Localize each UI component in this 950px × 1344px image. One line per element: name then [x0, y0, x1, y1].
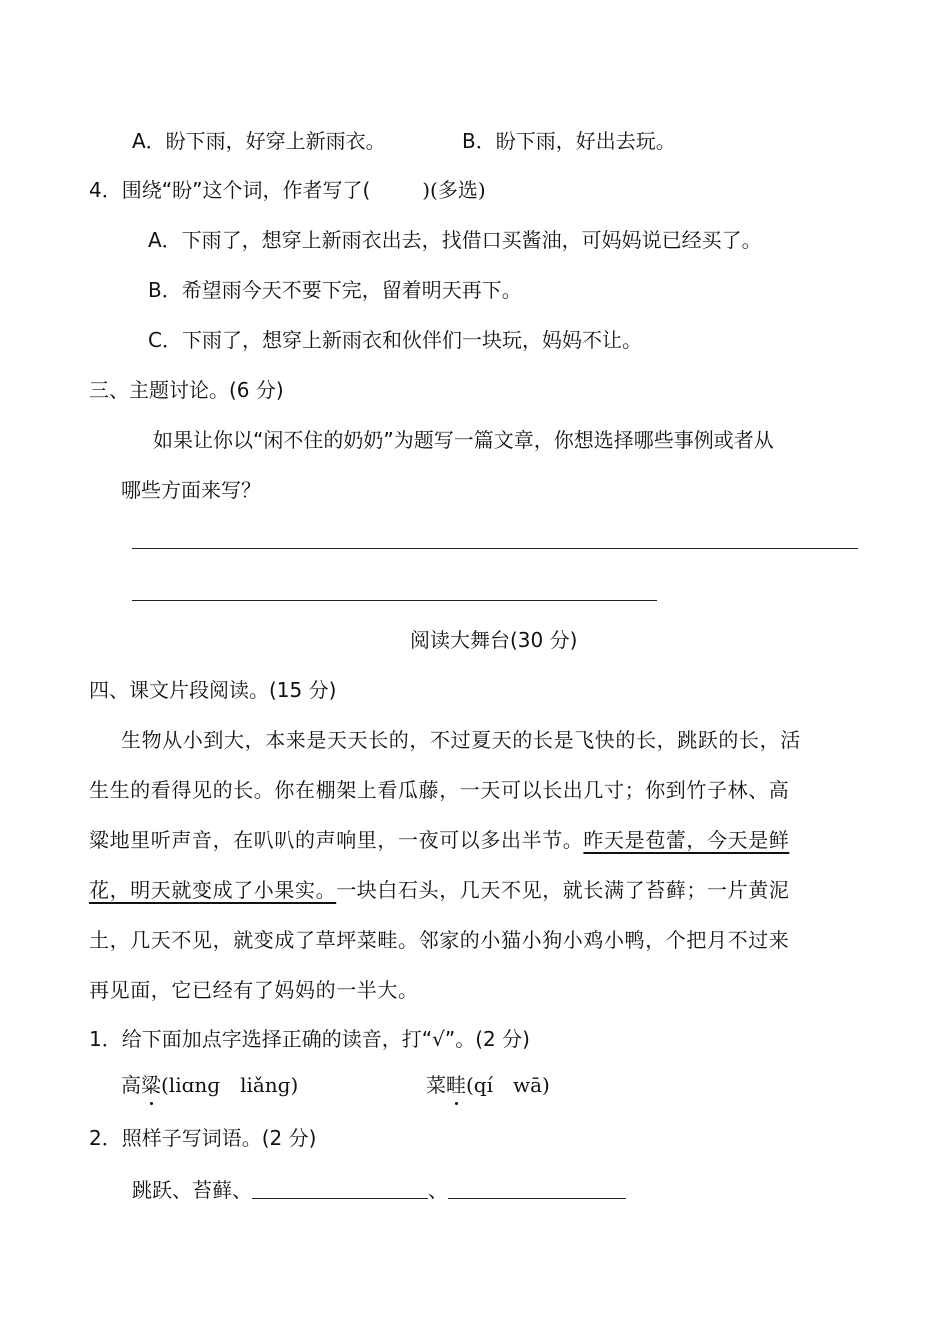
pinyin-options-1[interactable]: (liɑnɡ liǎnɡ) — [161, 1073, 299, 1097]
word-blank-1[interactable] — [252, 1176, 428, 1199]
underlined-sentence-part2: 花，明天就变成了小果实。 — [89, 878, 337, 902]
q4-option-a: A．下雨了，想穿上新雨衣出去，找借口买酱油，可妈妈说已经买了。 — [148, 228, 762, 252]
section3-heading: 三、主题讨论。(6 分) — [89, 378, 284, 402]
q1-item-gaoliang: 高粱(liɑnɡ liǎnɡ) — [121, 1073, 299, 1097]
q2-example-row: 跳跃、苔藓、 、 — [132, 1176, 626, 1204]
passage-line-5: 土，几天不见，就变成了草坪菜畦。邻家的小猫小狗小鸡小鸭，个把月不过来 — [89, 928, 790, 952]
passage-line-3: 粱地里听声音，在叭叭的声响里，一夜可以多出半节。昨天是苞蕾，今天是鲜 — [89, 828, 790, 852]
q3-option-b: B．盼下雨，好出去玩。 — [462, 129, 676, 153]
q3-option-a: A．盼下雨，好穿上新雨衣。 — [132, 129, 386, 153]
passage-line-1: 生物从小到大，本来是天天长的，不过夏天的长是飞快的长，跳跃的长，活 — [121, 728, 801, 752]
answer-line-2[interactable] — [132, 600, 657, 601]
q1-item-caiqi: 菜畦(qí wā) — [426, 1073, 550, 1097]
dotted-char-qi: 畦 — [446, 1073, 466, 1097]
answer-line-1[interactable] — [132, 548, 858, 549]
passage-line-4: 花，明天就变成了小果实。一块白石头，几天不见，就长满了苔藓；一片黄泥 — [89, 878, 790, 902]
q4-stem: 4．围绕“盼”这个词，作者写了( )(多选) — [89, 178, 486, 202]
section3-prompt-line1: 如果让你以“闲不住的奶奶”为题写一篇文章，你想选择哪些事例或者从 — [153, 428, 774, 452]
passage-line-2: 生生的看得见的长。你在棚架上看瓜藤，一天可以长出几寸；你到竹子林、高 — [89, 778, 790, 802]
section3-prompt-line2: 哪些方面来写？ — [121, 478, 261, 502]
passage-line-6: 再见面，它已经有了妈妈的一半大。 — [89, 978, 419, 1002]
dotted-char-liang: 粱 — [141, 1073, 161, 1097]
q4-option-b: B．希望雨今天不要下完，留着明天再下。 — [148, 278, 522, 302]
underlined-sentence-part1: 昨天是苞蕾，今天是鲜 — [583, 828, 790, 852]
q2-stem: 2．照样子写词语。(2 分) — [89, 1126, 317, 1150]
q1-stem: 1．给下面加点字选择正确的读音，打“√”。(2 分) — [89, 1027, 530, 1051]
word-blank-2[interactable] — [448, 1176, 626, 1199]
reading-stage-title: 阅读大舞台(30 分) — [410, 628, 578, 652]
pinyin-options-2[interactable]: (qí wā) — [466, 1073, 550, 1097]
q4-option-c: C．下雨了，想穿上新雨衣和伙伴们一块玩，妈妈不让。 — [148, 328, 642, 352]
section4-heading: 四、课文片段阅读。(15 分) — [89, 678, 337, 702]
